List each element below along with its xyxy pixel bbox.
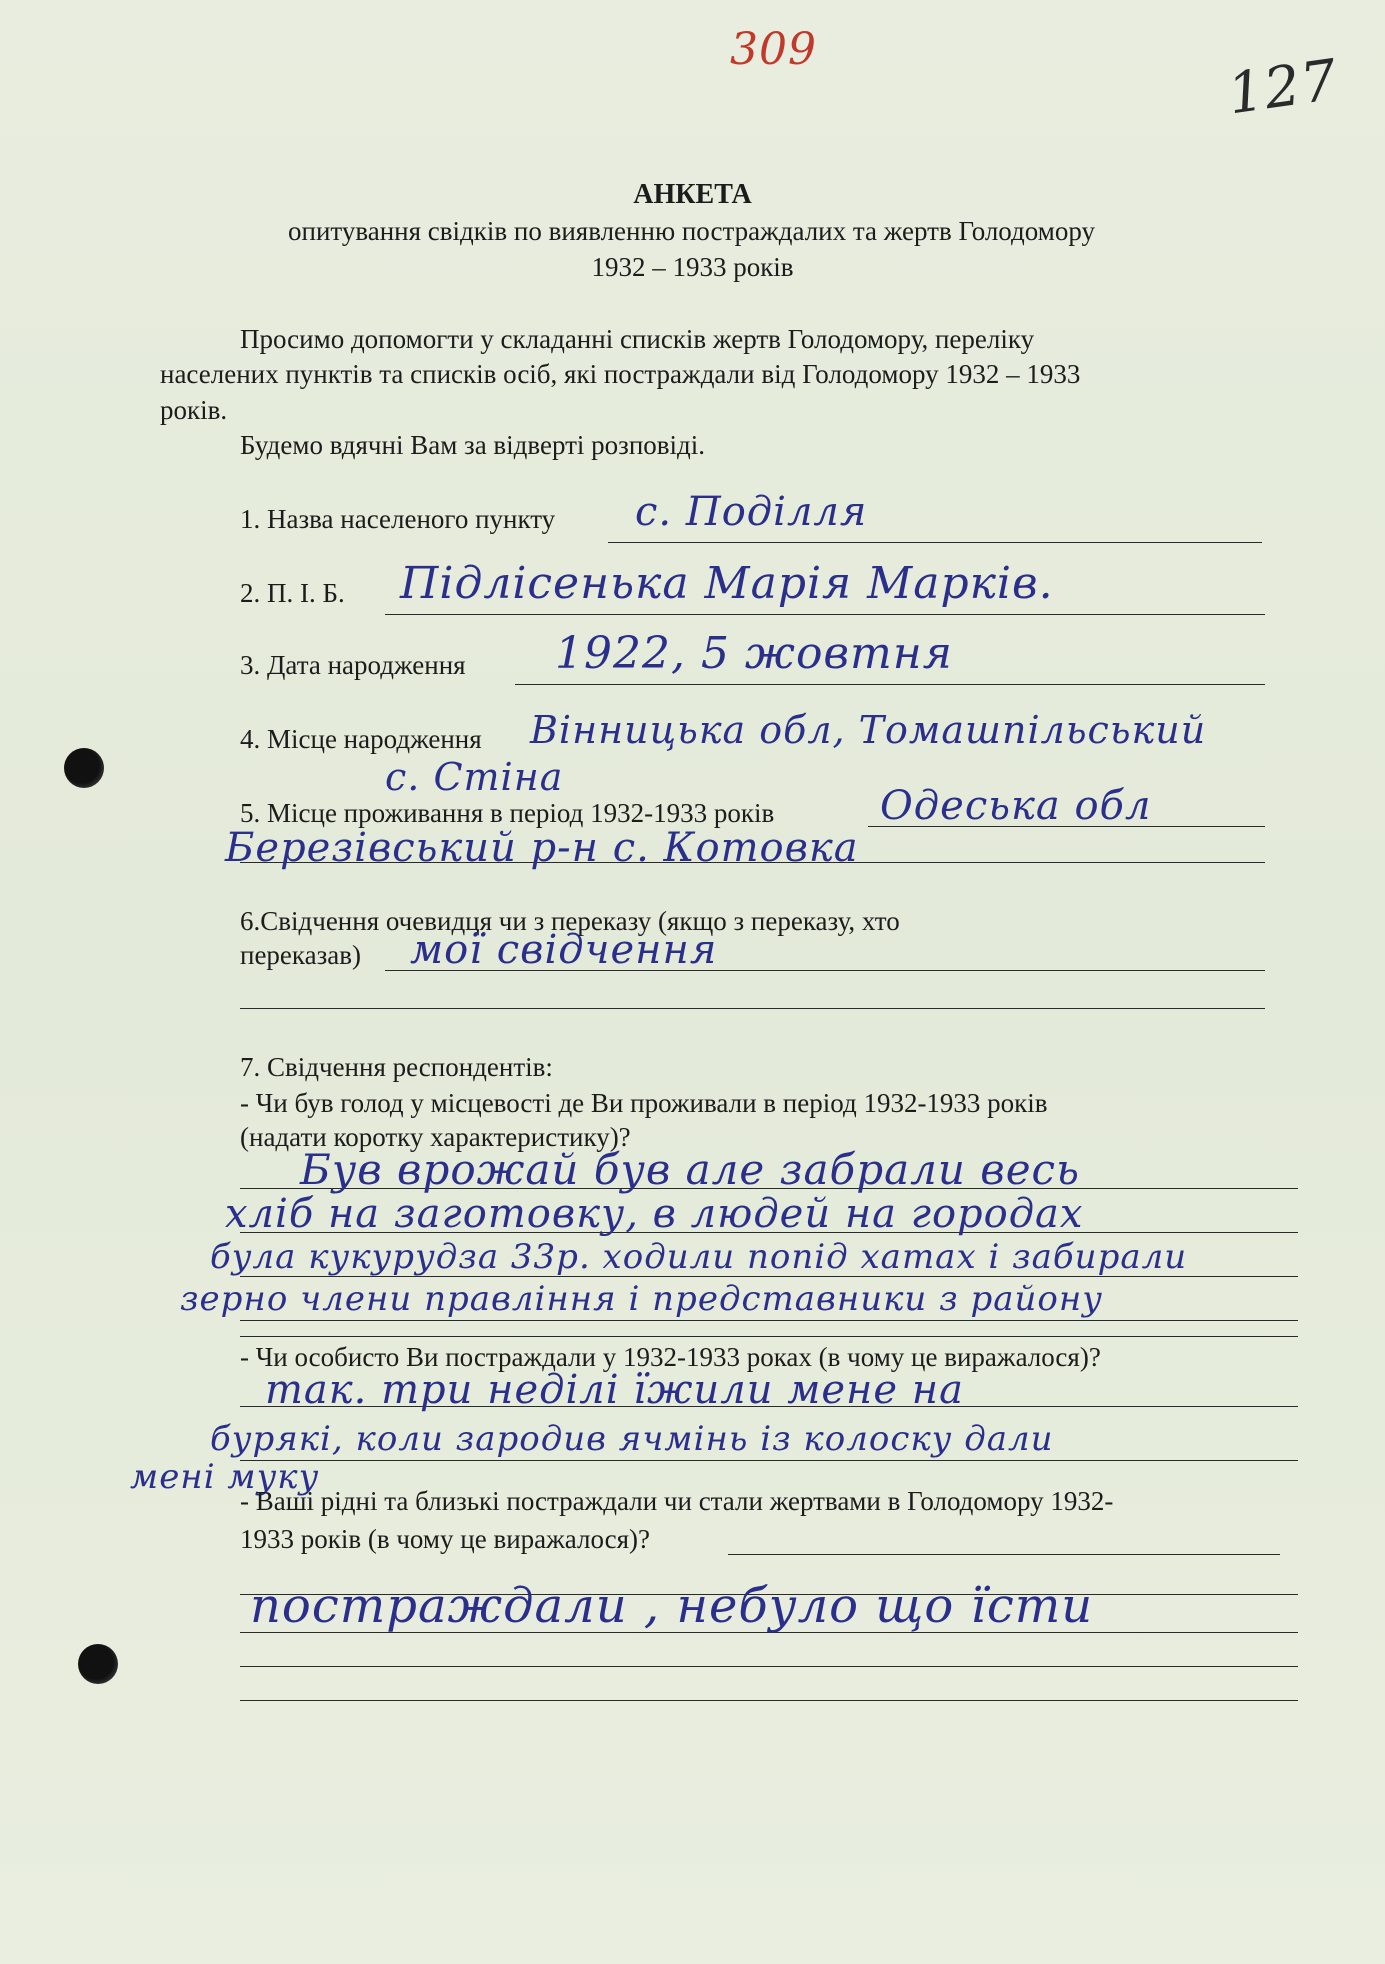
archive-red-number: 309: [730, 24, 817, 75]
q4-answer-line2: с. Стіна: [385, 755, 564, 799]
intro-line-3: років.: [160, 395, 228, 425]
famine-answer-4: зерно члени правління і представники з району: [180, 1279, 1104, 1319]
punch-hole-bottom: [78, 1644, 118, 1684]
famine-answer-2: хліб на заготовку, в людей на городах: [225, 1191, 1084, 1237]
q4-answer: Вінницька обл, Томашпільський: [530, 708, 1207, 752]
punch-hole-top: [64, 748, 104, 788]
testimony-heading: 7. Свідчення респондентів:: [240, 1052, 553, 1082]
relatives-line-5: [240, 1700, 1298, 1701]
relatives-answer: постраждали , небуло що їсти: [250, 1578, 1094, 1634]
q5-label: 5. Місце проживання в період 1932-1933 років: [240, 798, 775, 828]
personal-answer-3: мені муку: [130, 1457, 320, 1497]
q6-label-line1: 6.Свідчення очевидця чи з переказу (якщо з переказу, хто: [240, 906, 900, 936]
q-relatives-line1: - Ваші рідні та близькі постраждали чи стали жертвами в Голодомору 1932-: [240, 1486, 1114, 1516]
q1-answer: с. Поділля: [635, 489, 868, 535]
q-relatives-line2: 1933 років (в чому це виражалося)?: [240, 1524, 651, 1554]
q6-answer: мої свідчення: [410, 927, 718, 973]
relatives-line-1: [728, 1554, 1280, 1555]
personal-answer-2: бурякі, коли зародив ячмінь із колоску дали: [210, 1419, 1054, 1459]
personal-line-2: [240, 1460, 1298, 1461]
famine-answer-1: Був врожай був але забрали весь: [300, 1145, 1080, 1194]
q2-answer: Підлісенька Марія Марків.: [400, 558, 1054, 609]
q1-answer-line: [608, 542, 1262, 543]
q-famine-line1: - Чи був голод у місцевості де Ви проживали в період 1932-1933 років: [240, 1088, 1048, 1118]
personal-answer-1: так. три неділі їжили мене на: [265, 1367, 964, 1413]
q5-answer: Одеська обл: [880, 783, 1152, 829]
intro-thanks: Будемо вдячні Вам за відверті розповіді.: [240, 430, 706, 460]
form-years: 1932 – 1933 років: [591, 252, 794, 282]
famine-answer-3: була кукурудза 33р. ходили попід хатах і забирали: [210, 1237, 1188, 1277]
form-title: АНКЕТА: [633, 179, 752, 210]
q2-label: 2. П. І. Б.: [240, 578, 345, 608]
q4-label: 4. Місце народження: [240, 724, 482, 754]
famine-line-4: [240, 1320, 1298, 1321]
q2-answer-line: [385, 614, 1265, 615]
q-famine-line2: (надати коротку характеристику)?: [240, 1122, 631, 1152]
q1-label: 1. Назва населеного пункту: [240, 504, 556, 534]
relatives-line-4: [240, 1666, 1298, 1667]
q3-label: 3. Дата народження: [240, 650, 466, 680]
q6-label-line2: переказав): [240, 940, 361, 970]
q6-answer-line-2: [240, 1008, 1265, 1009]
q5-answer-line2: Березівський р-н с. Котовка: [225, 825, 859, 871]
intro-line-2: населених пунктів та списків осіб, які постраждали від Голодомору 1932 – 1933: [160, 359, 1081, 389]
intro-line-1: Просимо допомогти у складанні списків жертв Голодомору, переліку: [240, 324, 1035, 354]
famine-line-5: [240, 1336, 1298, 1337]
q3-answer: 1922, 5 жовтня: [555, 628, 953, 679]
q-personal: - Чи особисто Ви постраждали у 1932-1933 роках (в чому це виражалося)?: [240, 1342, 1101, 1372]
archive-sheet-number: 127: [1223, 47, 1342, 128]
q3-answer-line: [515, 684, 1265, 685]
form-subtitle: опитування свідків по виявленню постраждалих та жертв Голодомору: [288, 216, 1095, 246]
